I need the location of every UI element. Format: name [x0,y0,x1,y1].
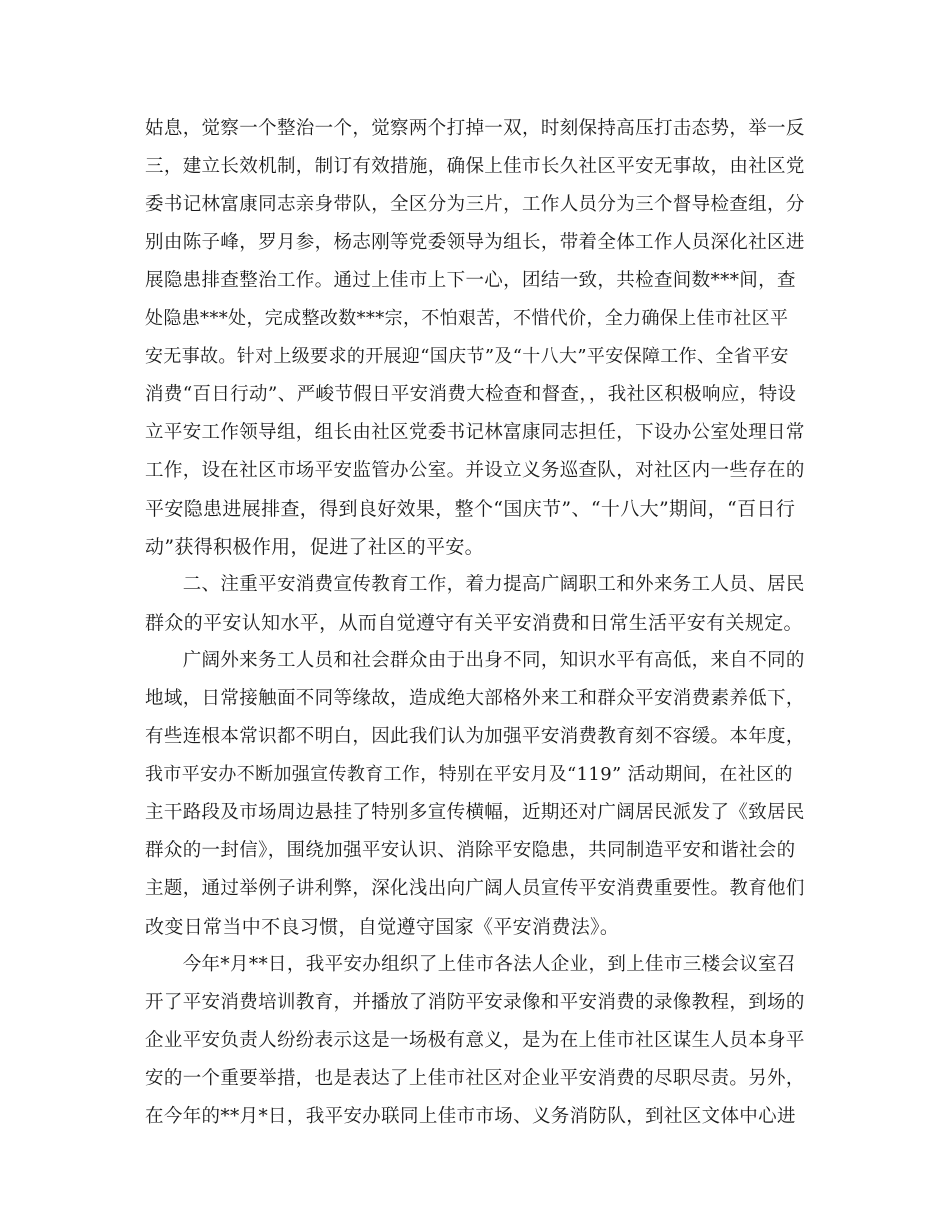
paragraph-start-line: 今年*月**日，我平安办组织了上佳市各法人企业，到上佳市三楼会议室召 [145,954,796,975]
text-line: 主题，通过举例子讲利弊，深化浅出向广阔人员宣传平安消费重要性。教育他们 [145,878,805,899]
text-line: 有些连根本常识都不明白，因此我们认为加强平安消费教育刻不容缓。本年度， [145,726,805,747]
text-line: 我市平安办不断加强宣传教育工作，特别在平安月及“119” 活动期间，在社区的 [145,764,793,785]
text-line: 处隐患***处，完成整改数***宗，不怕艰苦，不惜代价，全力确保上佳市社区平 [145,308,789,329]
paragraph-heading-line: 二、注重平安消费宣传教育工作，着力提高广阔职工和外来务工人员、居民 [145,574,805,595]
text-line: 消费“百日行动”、严峻节假日平安消费大检查和督查，，我社区积极响应，特设 [145,384,797,405]
text-line: 三，建立长效机制，制订有效措施，确保上佳市长久社区平安无事故，由社区党 [145,156,805,177]
text-line: 群众的平安认知水平，从而自觉遵守有关平安消费和日常生活平安有关规定。 [145,612,803,634]
text-line: 开了平安消费培训教育，并播放了消防平安录像和平安消费的录像教程，到场的 [145,992,805,1013]
text-line: 地域，日常接触面不同等缘故，造成绝大部格外来工和群众平安消费素养低下， [145,688,805,709]
text-line: 在今年的**月*日，我平安办联同上佳市市场、义务消防队，到社区文体中心进 [145,1106,796,1127]
text-line: 别由陈子峰，罗月参，杨志刚等党委领导为组长，带着全体工作人员深化社区进 [145,232,805,253]
text-line: 展隐患排查整治工作。通过上佳市上下一心，团结一致，共检查间数***间，查 [145,270,796,291]
text-line: 安无事故。针对上级要求的开展迎“国庆节”及“十八大”平安保障工作、全省平安 [145,346,789,367]
text-line: 主干路段及市场周边悬挂了特别多宣传横幅，近期还对广阔居民派发了《致居民 [145,802,805,823]
text-line: 姑息，觉察一个整治一个，觉察两个打掉一双，时刻保持高压打击态势，举一反 [145,118,805,139]
text-line: 立平安工作领导组，组长由社区党委书记林富康同志担任，下设办公室处理日常 [145,422,805,443]
text-line: 动”获得积极作用，促进了社区的平安。 [145,536,485,558]
text-line: 委书记林富康同志亲身带队，全区分为三片，工作人员分为三个督导检查组，分 [145,194,805,215]
text-line: 企业平安负责人纷纷表示这是一场极有意义，是为在上佳市社区谋生人员本身平 [145,1030,805,1051]
text-line: 平安隐患进展排查，得到良好效果，整个“国庆节”、“十八大”期间，“百日行 [145,498,796,520]
text-line: 改变日常当中不良习惯，自觉遵守国家《平安消费法》。 [145,916,620,938]
text-line: 群众的一封信》，围绕加强平安认识、消除平安隐患，共同制造平安和谐社会的 [145,840,796,861]
text-line: 工作，设在社区市场平安监管办公室。并设立义务巡查队，对社区内一些存在的 [145,460,805,481]
text-line: 安的一个重要举措，也是表达了上佳市社区对企业平安消费的尽职尽责。另外， [145,1068,805,1089]
paragraph-start-line: 广阔外来务工人员和社会群众由于出身不同，知识水平有高低，来自不同的 [145,650,805,671]
